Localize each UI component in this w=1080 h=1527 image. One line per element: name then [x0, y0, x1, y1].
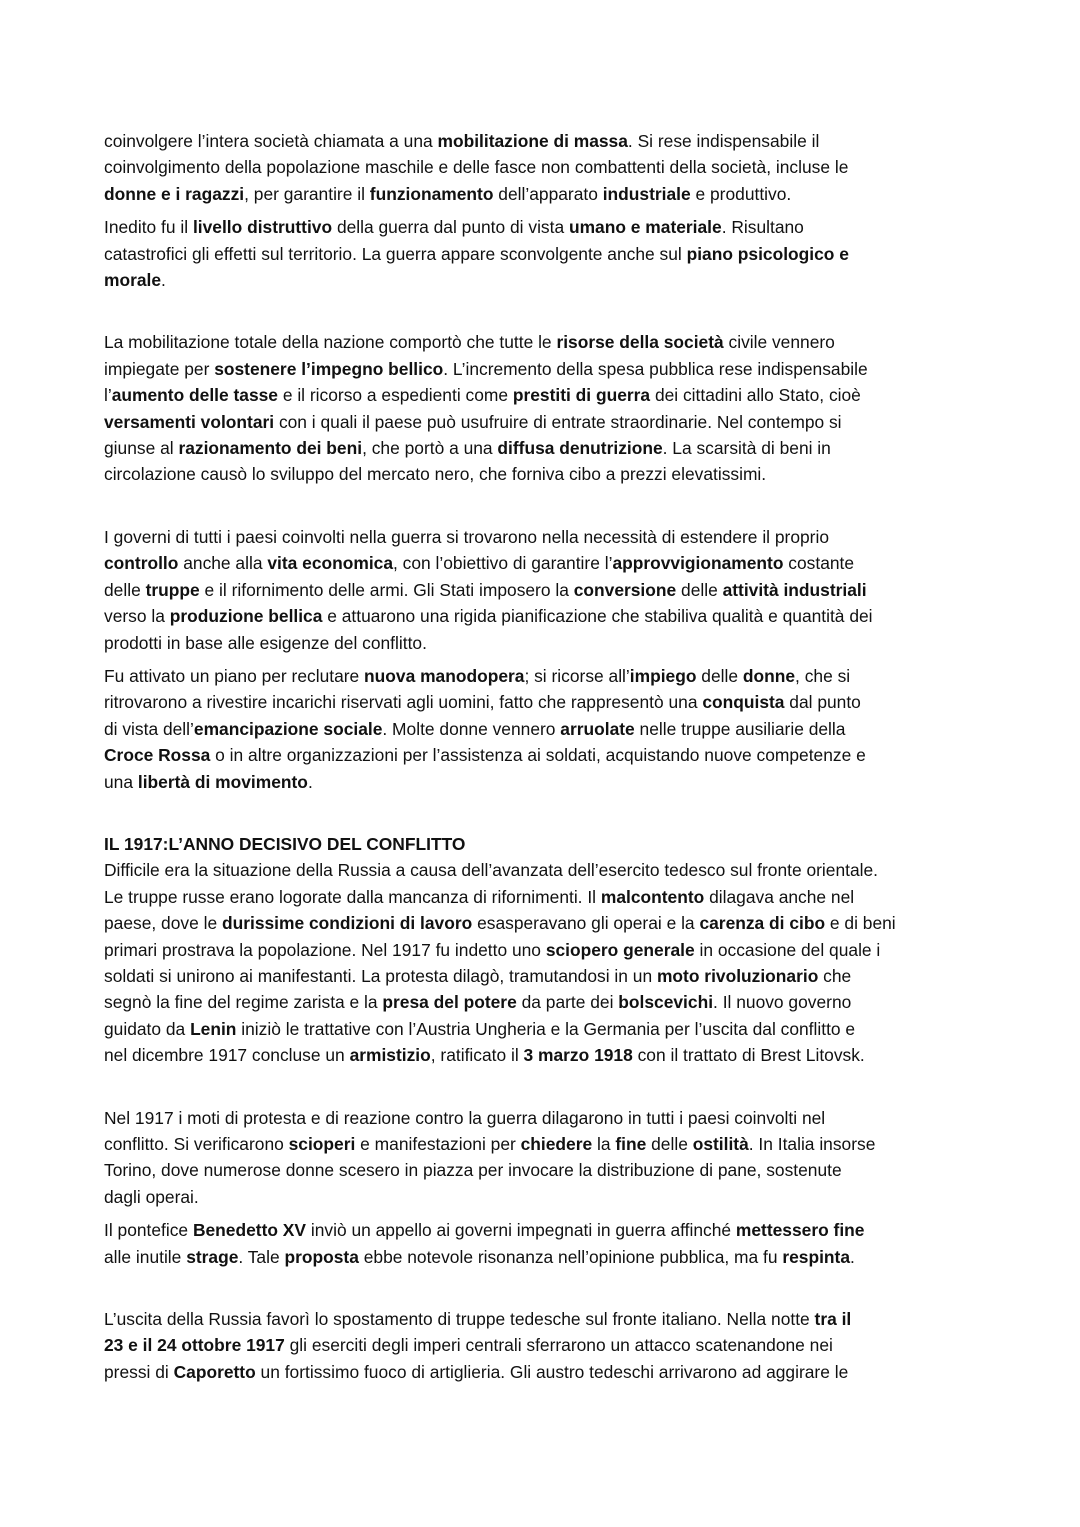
- text-run: ; si ricorse all’: [524, 665, 630, 686]
- paragraph-total-mobilization: [104, 329, 1004, 487]
- section-heading-1917: IL 1917:L’ANNO DECISIVO DEL CONFLITTO: [104, 833, 466, 854]
- bold-term: conversione: [573, 579, 677, 600]
- text-line: [104, 1217, 1004, 1243]
- text-run: . Si rese indispensabile il: [627, 131, 820, 151]
- bold-term: donne: [742, 665, 796, 686]
- text-line: [104, 884, 1004, 910]
- bold-term: bolscevichi: [618, 992, 714, 1013]
- text-run: delle: [696, 665, 743, 686]
- text-run: con i quali il paese può usufruire di entrate straordinarie. Nel contempo si: [274, 411, 842, 432]
- text-run: delle: [646, 1134, 693, 1154]
- bold-term: strage: [186, 1246, 239, 1267]
- text-run: . Tale: [238, 1246, 285, 1267]
- bold-term: aumento delle tasse: [111, 385, 278, 406]
- text-line: [104, 963, 1004, 989]
- bold-term: mobilitazione di massa: [437, 131, 628, 151]
- text-run: .: [850, 1246, 855, 1267]
- text-run: e manifestazioni per: [355, 1134, 521, 1154]
- text-run: conflitto. Si verificarono: [104, 1134, 289, 1154]
- text-line: [104, 356, 1004, 382]
- text-run: catastrofici gli effetti sul territorio. La guerra appare sconvolgente anche sul: [104, 243, 687, 264]
- text-line: [104, 128, 1004, 154]
- paragraph-caporetto: [104, 1306, 1004, 1385]
- text-run: e produttivo.: [690, 183, 792, 204]
- text-run: Il pontefice: [104, 1220, 193, 1241]
- paragraph-women-workforce: [104, 663, 1004, 795]
- bold-term: Benedetto XV: [192, 1220, 307, 1241]
- bold-term: scioperi: [288, 1134, 356, 1154]
- text-line: [104, 329, 1004, 355]
- bold-term: respinta: [782, 1246, 851, 1267]
- text-line: [104, 1359, 1004, 1385]
- text-run: paese, dove le: [104, 913, 222, 934]
- text-line: [104, 663, 1004, 689]
- bold-term: chiedere: [520, 1134, 593, 1154]
- text-run: Torino, dove numerose donne scesero in piazza per invocare la distribuzione di pane, sostenute: [104, 1160, 842, 1181]
- bold-term: umano e materiale: [568, 217, 722, 238]
- text-line: [104, 1244, 1004, 1270]
- text-line: [104, 382, 1004, 408]
- text-run: , con l’obiettivo di garantire l’: [393, 553, 613, 574]
- bold-term: moto rivoluzionario: [656, 965, 819, 986]
- text-run: una: [104, 771, 138, 792]
- text-run: coinvolgimento della popolazione maschile e delle fasce non combattenti della società, incluse le: [104, 157, 849, 178]
- text-line: [104, 550, 1004, 576]
- text-run: .: [307, 771, 313, 792]
- text-line: [104, 1184, 1004, 1210]
- text-run: coinvolgere l’intera società chiamata a una: [104, 131, 438, 151]
- text-run: anche alla: [178, 553, 268, 574]
- text-line: [104, 989, 1004, 1015]
- bold-term: carenza di cibo: [699, 913, 826, 934]
- bold-term: industriale: [602, 183, 691, 204]
- text-line: [104, 154, 1004, 180]
- text-run: segnò la fine del regime zarista e la: [104, 992, 383, 1013]
- text-run: delle: [104, 579, 146, 600]
- bold-term: 3 marzo 1918: [523, 1045, 633, 1066]
- text-run: I governi di tutti i paesi coinvolti nella guerra si trovarono nella necessità di estendere il proprio: [104, 526, 830, 547]
- text-run: , che portò a una: [362, 438, 498, 459]
- text-run: civile vennero: [723, 332, 835, 353]
- text-run: la: [592, 1134, 616, 1154]
- text-run: Fu attivato un piano per reclutare: [104, 665, 365, 686]
- text-run: dal punto: [784, 692, 861, 713]
- text-run: con il trattato di Brest Litovsk.: [632, 1045, 865, 1066]
- text-run: dilagava anche nel: [704, 886, 855, 907]
- text-line: [104, 857, 1004, 883]
- text-run: delle: [676, 579, 723, 600]
- bold-term: impiego: [629, 665, 697, 686]
- text-run: inviò un appello ai governi impegnati in guerra affinché: [306, 1220, 736, 1241]
- text-run: di vista dell’: [104, 718, 194, 739]
- text-run: Le truppe russe erano logorate dalla mancanza di rifornimenti. Il: [104, 886, 601, 907]
- text-run: gli eserciti degli imperi centrali sferrarono un attacco scatenandone nei: [284, 1335, 833, 1356]
- text-run: , ratificato il: [430, 1045, 524, 1066]
- text-run: giunse al: [104, 438, 179, 459]
- bold-term: durissime condizioni di lavoro: [221, 913, 473, 934]
- text-run: nel dicembre 1917 concluse un: [104, 1045, 350, 1066]
- text-line: [104, 1306, 1004, 1332]
- bold-term: nuova manodopera: [364, 665, 525, 686]
- text-line: [104, 524, 1004, 550]
- text-run: in occasione del quale i: [694, 939, 881, 960]
- bold-term: razionamento dei beni: [178, 438, 363, 459]
- text-run: esasperavano gli operai e la: [472, 913, 700, 934]
- text-run: . In Italia insorse: [748, 1134, 876, 1154]
- bold-term: tra il: [814, 1309, 852, 1330]
- bold-term: donne e i ragazzi: [104, 183, 245, 204]
- bold-term: emancipazione sociale: [193, 718, 383, 739]
- text-run: e di beni: [825, 913, 896, 934]
- bold-term: Lenin: [190, 1018, 237, 1039]
- text-run: . Risultano: [721, 217, 804, 238]
- text-run: . Molte donne vennero: [382, 718, 561, 739]
- paragraph-mass-mobilization: [104, 128, 1004, 207]
- bold-term: armistizio: [349, 1045, 431, 1066]
- text-run: La mobilitazione totale della nazione comportò che tutte le: [104, 332, 557, 353]
- bold-term: proposta: [284, 1246, 359, 1267]
- bold-term: vita economica: [267, 553, 393, 574]
- text-run: pressi di: [104, 1361, 174, 1382]
- text-run: nelle truppe ausiliarie della: [634, 718, 846, 739]
- bold-term: attività industriali: [722, 579, 867, 600]
- text-line: [104, 267, 1004, 293]
- text-run: e il rifornimento delle armi. Gli Stati imposero la: [199, 579, 574, 600]
- paragraph-destructive-level: [104, 214, 1004, 293]
- text-line: [104, 435, 1004, 461]
- text-run: da parte dei: [516, 992, 619, 1013]
- text-run: dell’apparato: [493, 183, 603, 204]
- bold-term: truppe: [145, 579, 200, 600]
- text-run: e attuarono una rigida pianificazione che stabiliva qualità e quantità dei: [322, 606, 873, 627]
- text-run: primari prostrava la popolazione. Nel 1917 fu indetto uno: [104, 939, 546, 960]
- text-run: guidato da: [104, 1018, 191, 1039]
- text-run: . La scarsità di beni in: [662, 438, 831, 459]
- text-run: della guerra dal punto di vista: [332, 217, 569, 238]
- bold-term: controllo: [104, 553, 179, 574]
- text-line: [104, 603, 1004, 629]
- bold-term: risorse della società: [556, 332, 724, 353]
- text-run: Difficile era la situazione della Russia a causa dell’avanzata dell’esercito tedesco sul fronte orientale.: [104, 860, 878, 881]
- text-run: l’: [104, 385, 112, 406]
- text-run: alle inutile: [104, 1246, 187, 1267]
- bold-term: approvvigionamento: [612, 553, 784, 574]
- bold-term: produzione bellica: [169, 606, 323, 627]
- text-run: impiegate per: [104, 358, 215, 379]
- text-run: un fortissimo fuoco di artiglieria. Gli austro tedeschi arrivarono ad aggirare le: [255, 1361, 849, 1382]
- text-line: [104, 214, 1004, 240]
- bold-term: ostilità: [692, 1134, 749, 1154]
- bold-term: morale: [104, 270, 162, 291]
- bold-term: fine: [615, 1134, 647, 1154]
- text-line: [104, 937, 1004, 963]
- bold-term: 23 e il 24 ottobre 1917: [104, 1335, 285, 1356]
- bold-term: diffusa denutrizione: [497, 438, 663, 459]
- bold-term: piano psicologico e: [686, 243, 849, 264]
- text-line: [104, 409, 1004, 435]
- bold-term: funzionamento: [369, 183, 494, 204]
- text-run: che: [818, 965, 852, 986]
- bold-term: prestiti di guerra: [512, 385, 651, 406]
- text-run: o in altre organizzazioni per l’assistenza ai soldati, acquistando nuove competenze e: [210, 745, 866, 766]
- text-line: [104, 689, 1004, 715]
- text-run: .: [161, 270, 166, 291]
- text-line: [104, 742, 1004, 768]
- bold-term: malcontento: [600, 886, 705, 907]
- text-line: [104, 1042, 1004, 1068]
- text-run: soldati si unirono ai manifestanti. La protesta dilagò, tramutandosi in un: [104, 965, 657, 986]
- bold-term: Caporetto: [173, 1361, 256, 1382]
- paragraph-russia-revolution: [104, 857, 1004, 1068]
- bold-term: versamenti volontari: [104, 411, 275, 432]
- text-run: ebbe notevole risonanza nell’opinione pubblica, ma fu: [358, 1246, 783, 1267]
- text-run: Inedito fu il: [104, 217, 193, 238]
- text-run: . L’incremento della spesa pubblica rese indispensabile: [443, 358, 868, 379]
- text-run: costante: [783, 553, 855, 574]
- text-run: dagli operai.: [104, 1186, 199, 1207]
- bold-term: livello distruttivo: [192, 217, 333, 238]
- text-line: [104, 1157, 1004, 1183]
- text-line: [104, 577, 1004, 603]
- text-run: , che si: [795, 665, 851, 686]
- bold-term: libertà di movimento: [137, 771, 308, 792]
- text-line: [104, 716, 1004, 742]
- paragraph-economic-control: [104, 524, 1004, 656]
- text-run: e il ricorso a espedienti come: [277, 385, 513, 406]
- text-line: [104, 461, 1004, 487]
- bold-term: sciopero generale: [545, 939, 695, 960]
- text-line: [104, 1332, 1004, 1358]
- text-line: [104, 1131, 1004, 1157]
- text-run: dei cittadini allo Stato, cioè: [650, 385, 861, 406]
- paragraph-protests-1917: [104, 1105, 1004, 1211]
- text-run: iniziò le trattative con l’Austria Ungheria e la Germania per l’uscita dal conflitto e: [236, 1018, 856, 1039]
- document-body: [104, 128, 1004, 1385]
- text-line: [104, 181, 1004, 207]
- text-run: L’uscita della Russia favorì lo spostamento di truppe tedesche sul fronte italiano. Nella notte: [104, 1309, 815, 1330]
- text-run: circolazione causò lo sviluppo del mercato nero, che forniva cibo a prezzi elevatissimi.: [104, 464, 767, 485]
- bold-term: mettessero fine: [735, 1220, 865, 1241]
- bold-term: sostenere l’impegno bellico: [214, 358, 444, 379]
- text-line: [104, 769, 1004, 795]
- bold-term: Croce Rossa: [104, 745, 211, 766]
- text-run: prodotti in base alle esigenze del conflitto.: [104, 632, 427, 653]
- bold-term: presa del potere: [382, 992, 517, 1013]
- paragraph-benedetto-xv: [104, 1217, 1004, 1270]
- text-line: [104, 241, 1004, 267]
- bold-term: conquista: [702, 692, 785, 713]
- bold-term: arruolate: [560, 718, 635, 739]
- text-run: verso la: [104, 606, 170, 627]
- text-line: [104, 1016, 1004, 1042]
- text-run: , per garantire il: [244, 183, 370, 204]
- text-run: . Il nuovo governo: [713, 992, 852, 1013]
- text-line: [104, 630, 1004, 656]
- text-line: [104, 1105, 1004, 1131]
- text-line: [104, 910, 1004, 936]
- text-run: ritrovarono a rivestire incarichi riservati agli uomini, fatto che rappresentò una: [104, 692, 703, 713]
- text-run: Nel 1917 i moti di protesta e di reazione contro la guerra dilagarono in tutti i paesi coinvolti nel: [104, 1107, 826, 1128]
